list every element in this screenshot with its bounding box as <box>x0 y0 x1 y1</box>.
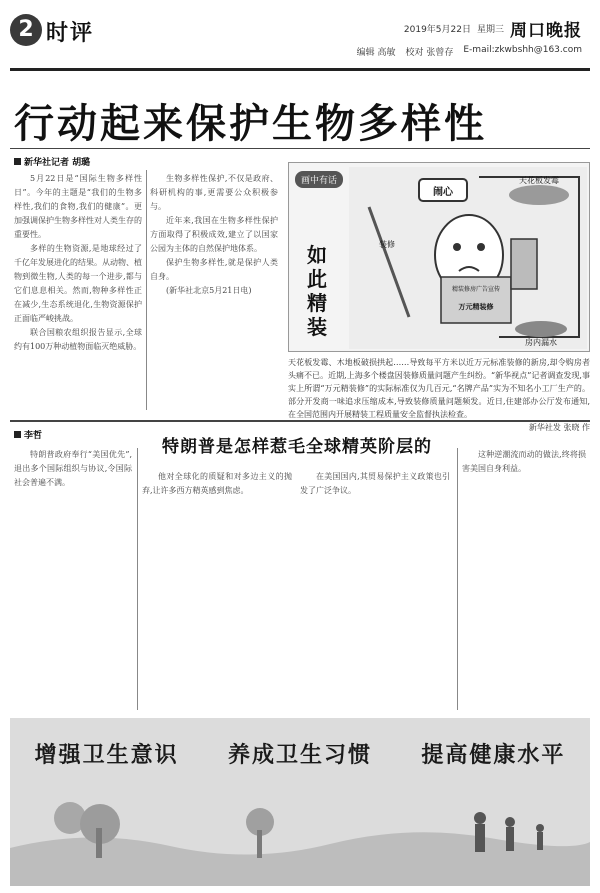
cartoon-label: 房内漏水 <box>525 338 557 347</box>
cartoon-label: 装修 <box>379 240 395 249</box>
slogan: 增强卫生意识 <box>34 742 179 768</box>
slogan: 提高健康水平 <box>421 742 566 768</box>
cartoon-label: 天花板发霉 <box>519 176 559 185</box>
byline-text: 李哲 <box>24 431 43 441</box>
paragraph: 他对全球化的质疑和对多边主义的抛弃,让许多西方精英感到焦虑。 <box>142 472 292 495</box>
article1-byline <box>14 155 90 168</box>
article2-column-4 <box>462 448 586 710</box>
issue-date: 2019年5月22日 <box>403 25 471 35</box>
paper-name: 周口晚报 <box>510 21 582 41</box>
article1-signoff: (新华社北京5月21日电) <box>166 286 252 295</box>
column-divider <box>137 448 138 710</box>
paragraph: 这种逆潮流而动的做法,终将损害美国自身利益。 <box>462 450 586 473</box>
section-title: 时评 <box>46 20 95 46</box>
middle-rule <box>10 420 590 422</box>
top-rule <box>10 68 590 71</box>
public-health-banner <box>10 718 590 886</box>
paragraph: 近年来,我国在生物多样性保护方面取得了积极成效,建立了以国家公园为主体的自然保护地体系。 <box>150 216 278 253</box>
banner-illustration <box>10 778 590 886</box>
byline-marker-icon <box>14 431 21 438</box>
cartoon-drawing <box>349 167 587 349</box>
paragraph: 特朗普政府奉行“美国优先”,退出多个国际组织与协议,令国际社会普遍不满。 <box>14 450 132 487</box>
proofreader-credit: 校对 张曾存 <box>405 48 454 58</box>
paragraph: 5月22日是“国际生物多样性日”。今年的主题是“我们的生物多样性,我们的食物,我们的健康”。更加强调保护生物多样性对人类生存的重要性。 <box>14 174 142 239</box>
article2-column-2 <box>142 470 292 710</box>
cartoon-title: 如此精装 <box>307 243 327 339</box>
byline-marker-icon <box>14 158 21 165</box>
article1-column-2 <box>150 172 278 412</box>
cartoon-caption <box>288 356 590 434</box>
contact-email: E-mail:zkwbshh@163.com <box>463 45 582 55</box>
paragraph: 多样的生物资源,是地球经过了千亿年发展进化的结果。从动物、植物到微生物,人类的每一个进步,都与它们息息相关。然而,物种多样性正在减少,生态系统退化,生物资源保护正面临严峻挑战。 <box>14 244 142 323</box>
column-divider <box>457 448 458 710</box>
paragraph: 保护生物多样性,就是保护人类自身。 <box>150 258 278 281</box>
paragraph: 生物多样性保护,不仅是政府、科研机构的事,更需要公众积极参与。 <box>150 174 278 211</box>
slogan: 养成卫生习惯 <box>227 742 372 768</box>
headline-rule <box>10 148 590 149</box>
column-divider <box>146 170 147 410</box>
cartoon-credit: 新华社发 张晓 作 <box>528 423 590 432</box>
main-headline: 行动起来保护生物多样性 <box>14 100 487 147</box>
editor-credit: 编辑 高敏 <box>356 48 396 58</box>
cartoon-label: 精装修房广告宣传 <box>451 286 501 293</box>
masthead-info <box>357 16 582 58</box>
cartoon-label: 万元精装修 <box>458 303 494 311</box>
byline-text: 新华社记者 胡璐 <box>24 158 91 168</box>
editorial-cartoon <box>288 162 590 352</box>
article1-column-1 <box>14 172 142 412</box>
article2-headline: 特朗普是怎样惹毛全球精英阶层的 <box>162 437 432 457</box>
article2-column-1 <box>14 448 132 710</box>
article2-byline <box>14 428 42 441</box>
cartoon-tag: 画中有话 <box>295 171 343 188</box>
paragraph: 在美国国内,其贸易保护主义政策也引发了广泛争议。 <box>300 472 450 495</box>
caption-text: 天花板发霉、木地板破损拱起……导致每平方米以近万元标准装修的新房,却令购房者头痛不已。近期,上海多个楼盘因装修质量问题产生纠纷。“新华视点”记者调查发现,事实上所谓“万元精装修”的实际标准仅为几百元,“名牌产品”实为不知名小工厂生产的。部分开发商一味追求压缩成本,导致装修质量问题频发。近日,住建部办公厅发布通知,在全国范围内开展精装工程质量安全监督执法检查。 <box>288 358 590 419</box>
paragraph: 联合国粮农组织报告显示,全球约有100万种动植物面临灭绝威胁。 <box>14 328 142 351</box>
page-number: 2 <box>10 14 42 46</box>
banner-slogans <box>10 738 590 769</box>
cartoon-label: 闹心 <box>433 187 453 198</box>
issue-weekday: 星期三 <box>476 25 504 35</box>
article2-column-3 <box>300 470 450 710</box>
